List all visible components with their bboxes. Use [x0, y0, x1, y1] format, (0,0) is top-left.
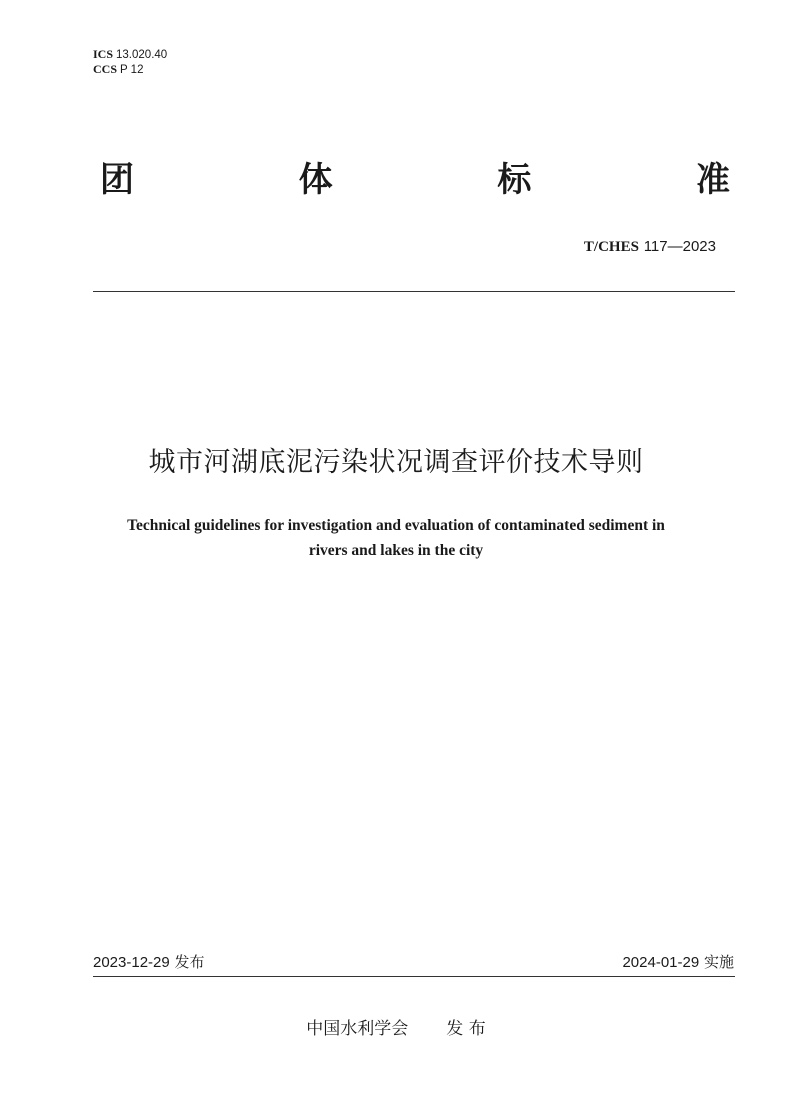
ics-line [93, 47, 167, 62]
standard-code [584, 237, 716, 256]
chinese-title: 城市河湖底泥污染状况调查评价技术导则 [148, 447, 644, 478]
bottom-divider [93, 976, 735, 977]
standard-type-char: 标 [497, 160, 532, 200]
classification-codes [93, 47, 167, 77]
ccs-label: CCS [93, 62, 118, 76]
issue-date-label: 发布 [174, 953, 205, 971]
ccs-line [93, 62, 167, 77]
issue-date-value: 2023-12-29 [93, 954, 170, 971]
english-title-line1: Technical guidelines for investigation and evaluation of contaminated sediment in [127, 517, 665, 534]
english-title-line2: rivers and lakes in the city [308, 542, 484, 559]
implementation-date [622, 952, 734, 973]
ics-label: ICS [93, 47, 114, 61]
publisher-line [0, 1018, 792, 1040]
ccs-value: P 12 [120, 64, 144, 76]
ics-value: 13.020.40 [116, 49, 168, 61]
publisher-action: 发 布 [446, 1019, 486, 1039]
standard-code-prefix: T/CHES [583, 239, 639, 255]
implementation-date-label: 实施 [703, 953, 734, 971]
english-title [90, 513, 702, 563]
standard-type-char: 团 [100, 160, 134, 200]
standard-type-char: 准 [695, 160, 730, 200]
standard-code-number: 117—2023 [643, 238, 716, 255]
standard-type-heading [100, 160, 730, 200]
implementation-date-value: 2024-01-29 [622, 954, 700, 971]
issue-date [93, 952, 205, 973]
publisher-name: 中国水利学会 [306, 1019, 409, 1039]
top-divider [93, 291, 735, 292]
standard-type-char: 体 [298, 160, 333, 200]
